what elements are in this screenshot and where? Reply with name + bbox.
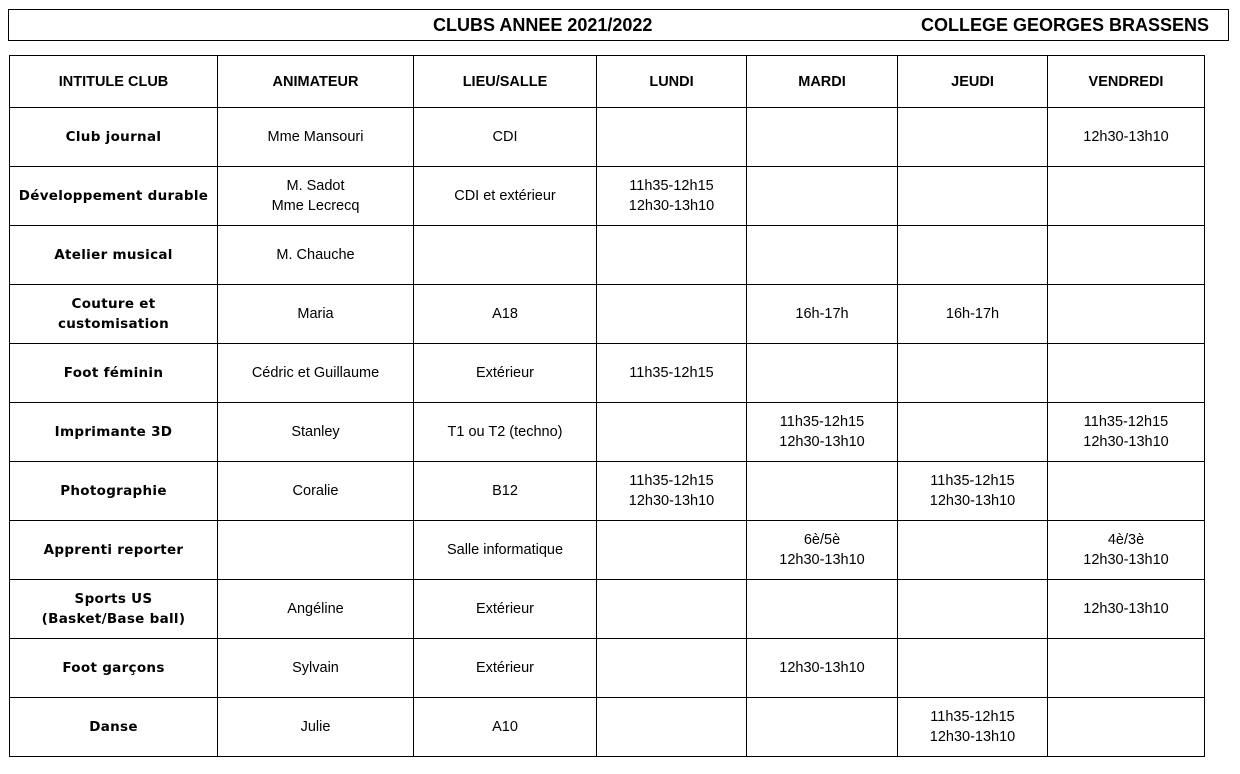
table-row (10, 285, 1205, 344)
cell-text: A10 (492, 719, 518, 735)
cell-lundi (597, 344, 747, 403)
cell-text: T1 ou T2 (techno) (447, 424, 563, 440)
document-title: CLUBS ANNEE 2021/2022 (433, 15, 653, 35)
cell-vendredi (1048, 344, 1205, 403)
cell-mardi (747, 462, 898, 521)
col-header-mardi: MARDI (747, 56, 898, 108)
cell-lundi (597, 462, 747, 521)
table-row (10, 403, 1205, 462)
cell-text: B12 (492, 483, 518, 499)
cell-jeudi (898, 344, 1048, 403)
cell-mardi (747, 344, 898, 403)
cell-mardi (747, 521, 898, 580)
cell-lieu (414, 639, 597, 698)
cell-club (10, 462, 218, 521)
cell-lieu (414, 285, 597, 344)
cell-animateur (218, 344, 414, 403)
cell-animateur (218, 521, 414, 580)
table-row (10, 108, 1205, 167)
cell-jeudi (898, 226, 1048, 285)
cell-mardi (747, 167, 898, 226)
cell-text: Couture et (71, 296, 156, 312)
cell-animateur (218, 167, 414, 226)
cell-text: Cédric et Guillaume (251, 365, 380, 381)
cell-lundi (597, 285, 747, 344)
col-header-vendredi: VENDREDI (1048, 56, 1205, 108)
cell-text: Atelier musical (54, 247, 173, 263)
cell-text: Photographie (60, 483, 167, 499)
cell-lieu (414, 521, 597, 580)
cell-text: M. Sadot (286, 178, 345, 194)
cell-mardi (747, 639, 898, 698)
cell-text: 12h30-13h10 (1083, 552, 1169, 568)
cell-text: (Basket/Base ball) (41, 611, 186, 627)
cell-jeudi (898, 639, 1048, 698)
cell-text: 16h-17h (795, 306, 849, 322)
cell-vendredi (1048, 639, 1205, 698)
header-row (10, 56, 1205, 108)
cell-text: Club journal (65, 129, 162, 145)
cell-club (10, 403, 218, 462)
cell-text: 4è/3è (1107, 532, 1145, 548)
col-header-club: INTITULE CLUB (10, 56, 218, 108)
cell-lundi (597, 167, 747, 226)
cell-jeudi (898, 462, 1048, 521)
cell-mardi (747, 226, 898, 285)
cell-mardi (747, 580, 898, 639)
cell-text: customisation (57, 316, 170, 332)
cell-text: 11h35-12h15 (629, 365, 714, 381)
table-row (10, 167, 1205, 226)
cell-animateur (218, 226, 414, 285)
cell-text: Coralie (292, 483, 339, 499)
cell-text: Julie (300, 719, 331, 735)
cell-text: 11h35-12h15 (779, 414, 865, 430)
cell-vendredi (1048, 285, 1205, 344)
cell-vendredi (1048, 521, 1205, 580)
table-row (10, 344, 1205, 403)
table-body (10, 108, 1205, 757)
cell-text: 12h30-13h10 (929, 493, 1016, 509)
cell-text: 12h30-13h10 (779, 434, 865, 450)
cell-text: Angéline (287, 601, 344, 617)
cell-text: Sylvain (292, 660, 339, 676)
table-row (10, 698, 1205, 757)
col-header-jeudi: JEUDI (898, 56, 1048, 108)
cell-vendredi (1048, 698, 1205, 757)
cell-text: Foot féminin (63, 365, 164, 381)
cell-animateur (218, 403, 414, 462)
cell-animateur (218, 285, 414, 344)
cell-lieu (414, 344, 597, 403)
cell-text: 12h30-13h10 (1083, 434, 1169, 450)
cell-text: Maria (297, 306, 334, 322)
cell-text: Mme Lecrecq (271, 198, 360, 214)
table-row (10, 462, 1205, 521)
table-row (10, 226, 1205, 285)
cell-jeudi (898, 521, 1048, 580)
cell-text: 16h-17h (945, 306, 1000, 322)
cell-jeudi (898, 580, 1048, 639)
cell-club (10, 521, 218, 580)
cell-text: Extérieur (475, 660, 535, 676)
cell-vendredi (1048, 403, 1205, 462)
cell-text: Stanley (291, 424, 340, 440)
cell-club (10, 580, 218, 639)
cell-lundi (597, 639, 747, 698)
cell-vendredi (1048, 108, 1205, 167)
cell-jeudi (898, 403, 1048, 462)
cell-text: CDI (492, 129, 518, 145)
cell-lieu (414, 698, 597, 757)
cell-text: CDI et extérieur (454, 188, 556, 204)
cell-animateur (218, 462, 414, 521)
cell-jeudi (898, 108, 1048, 167)
cell-text: 12h30-13h10 (628, 198, 715, 214)
cell-text: 11h35-12h15 (930, 473, 1015, 489)
cell-text: Imprimante 3D (54, 424, 173, 440)
table-row (10, 639, 1205, 698)
cell-lieu (414, 167, 597, 226)
cell-text: Mme Mansouri (267, 129, 364, 145)
cell-text: 6è/5è (803, 532, 841, 548)
cell-club (10, 226, 218, 285)
title-bar (8, 9, 1229, 41)
cell-text: Apprenti reporter (43, 542, 184, 558)
cell-lundi (597, 521, 747, 580)
cell-club (10, 167, 218, 226)
cell-text: 12h30-13h10 (1083, 129, 1169, 145)
cell-jeudi (898, 285, 1048, 344)
col-header-animateur: ANIMATEUR (218, 56, 414, 108)
cell-lundi (597, 226, 747, 285)
cell-animateur (218, 698, 414, 757)
table-row (10, 580, 1205, 639)
cell-animateur (218, 639, 414, 698)
cell-lieu (414, 580, 597, 639)
col-header-lundi: LUNDI (597, 56, 747, 108)
cell-text: A18 (492, 306, 518, 322)
cell-text: Développement durable (18, 188, 209, 204)
cell-mardi (747, 698, 898, 757)
cell-mardi (747, 285, 898, 344)
cell-text: 11h35-12h15 (629, 178, 714, 194)
cell-lundi (597, 108, 747, 167)
cell-text: Extérieur (475, 365, 535, 381)
table-row (10, 521, 1205, 580)
cell-vendredi (1048, 226, 1205, 285)
cell-jeudi (898, 167, 1048, 226)
cell-text: 12h30-13h10 (779, 552, 865, 568)
cell-club (10, 285, 218, 344)
cell-text: 11h35-12h15 (629, 473, 714, 489)
cell-vendredi (1048, 462, 1205, 521)
cell-text: M. Chauche (276, 247, 355, 263)
cell-club (10, 639, 218, 698)
cell-club (10, 108, 218, 167)
cell-text: Sports US (74, 591, 153, 607)
clubs-table (9, 55, 1205, 757)
cell-lieu (414, 462, 597, 521)
cell-animateur (218, 108, 414, 167)
cell-text: 12h30-13h10 (929, 729, 1016, 745)
cell-text: Salle informatique (446, 542, 564, 558)
cell-text: 12h30-13h10 (628, 493, 715, 509)
cell-text: Foot garçons (62, 660, 165, 676)
cell-club (10, 698, 218, 757)
cell-vendredi (1048, 167, 1205, 226)
cell-lieu (414, 403, 597, 462)
school-name: COLLEGE GEORGES BRASSENS (921, 15, 1210, 35)
cell-text: 11h35-12h15 (1083, 414, 1169, 430)
cell-text: Danse (89, 719, 138, 735)
cell-lieu (414, 226, 597, 285)
cell-text: Extérieur (475, 601, 535, 617)
cell-mardi (747, 403, 898, 462)
cell-text: 12h30-13h10 (1083, 601, 1169, 617)
cell-lundi (597, 698, 747, 757)
cell-mardi (747, 108, 898, 167)
cell-vendredi (1048, 580, 1205, 639)
cell-animateur (218, 580, 414, 639)
cell-club (10, 344, 218, 403)
cell-text: 11h35-12h15 (930, 709, 1015, 725)
col-header-lieu: LIEU/SALLE (414, 56, 597, 108)
cell-lieu (414, 108, 597, 167)
cell-lundi (597, 403, 747, 462)
cell-jeudi (898, 698, 1048, 757)
cell-lundi (597, 580, 747, 639)
cell-text: 12h30-13h10 (779, 660, 865, 676)
